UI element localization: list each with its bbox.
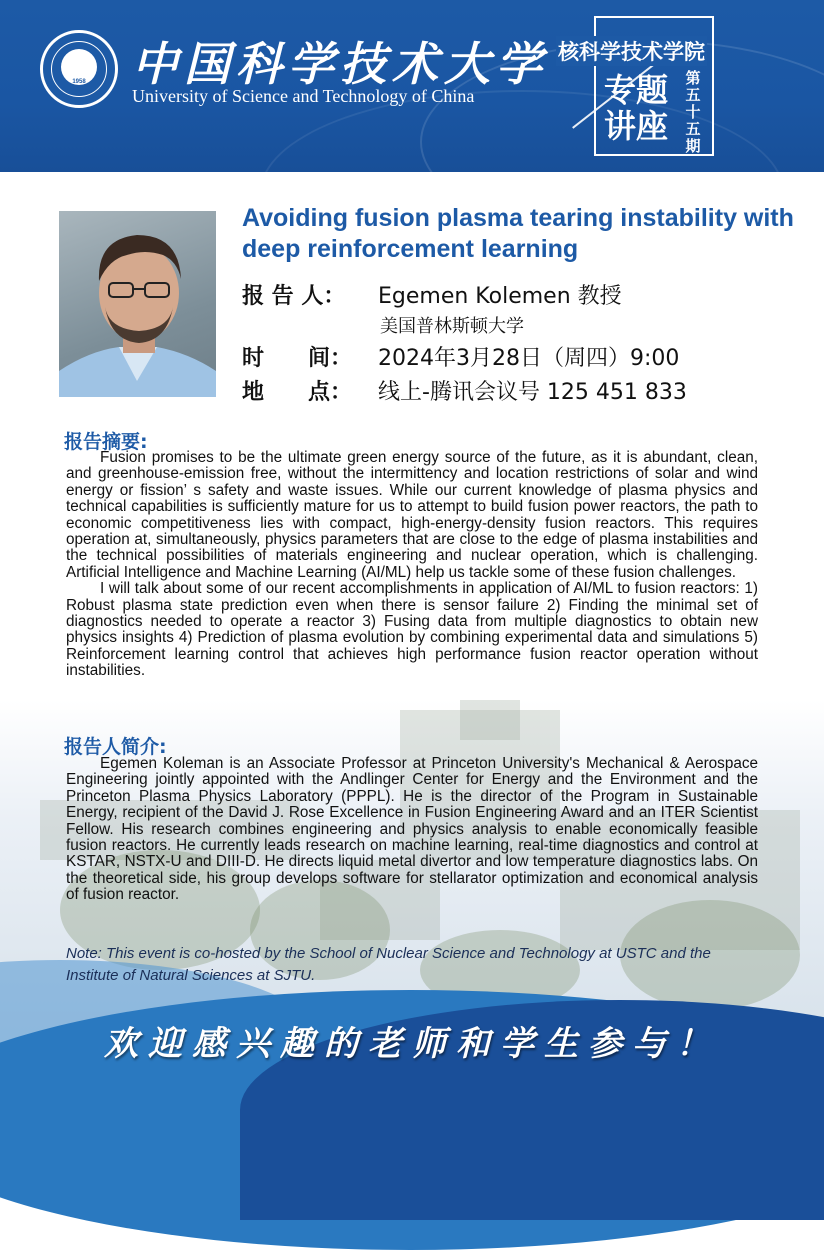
time-row (242, 341, 679, 372)
issue-number: 第五十五期 (685, 69, 701, 155)
bio-heading: 报告人简介: (64, 736, 167, 758)
time-value: 2024年3月28日（周四）9:00 (378, 346, 680, 371)
speaker-affiliation: 美国普林斯顿大学 (380, 316, 524, 337)
abstract-heading: 报告摘要: (64, 431, 148, 453)
place-row (242, 375, 687, 406)
speaker-portrait (59, 211, 216, 397)
place-label: 地 点： (242, 380, 353, 405)
talk-title: Avoiding fusion plasma tearing instability with deep reinforcement learning (242, 204, 794, 263)
header-banner (0, 0, 824, 172)
abstract-paragraph: Fusion promises to be the ultimate green energy source of the future, as it is abundant, clean, and greenhouse-emission free, without the intermittency and location restrictions of solar and wind energy or fission’ s safety and waste issues. While our current knowledge of plasma physics and technical capabilities is sufficiently mature for us to attempt to build fusion power reactors, the path to economic competitiveness lies with compact, high-energy-density fusion reactors. This requires operation at, simultaneously, physics parameters that are close to the edge of plasma instabilities and the technical possibilities of materials engineering and nuclear operation, which is challenging. Artificial Intelligence and Machine Learning (AI/ML) help us tackle some of these fusion challenges. (66, 449, 758, 581)
abstract-paragraph: I will talk about some of our recent accomplishments in application of AI/ML to fusion reactors: 1) Robust plasma state prediction even when there is sensor failure 2) Finding the minimal set of diagnostics needed to operate a reactor 3) Fusing data from multiple diagnostics to obtain new physics insights 4) Prediction of plasma evolution by combining experimental data and simulations 5) Reinforcement learning control that achieves high performance fusion reactor operation without instabilities. (66, 580, 758, 680)
school-name: 核科学技术学院 (556, 36, 707, 66)
abstract-body (66, 450, 758, 680)
speaker-photo (59, 211, 216, 397)
welcome-message: 欢迎感兴趣的老师和学生参与！ (104, 1024, 720, 1064)
logo-year: 1958 (72, 79, 86, 85)
cohost-note: Note: This event is co-hosted by the School of Nuclear Science and Technology at USTC and the Institute of Natural Sciences at SJTU. (66, 945, 711, 984)
university-logo (40, 30, 118, 108)
bio-body (66, 756, 758, 904)
university-name-en: University of Science and Technology of China (132, 86, 475, 106)
speaker-label: 报 告 人： (242, 284, 346, 309)
building (460, 700, 520, 740)
bio-paragraph: Egemen Koleman is an Associate Professor at Princeton University's Mechanical & Aerospace Engineering jointly appointed with the Andlinger Center for Energy and the Environment and the Princeton Plasma Physics Laboratory (PPPL). He is the director of the Program in Sustainable Energy, recipient of the David J. Rose Excellence in Fusion Engineering Award and an ITER Scientist Fellow. His research combines engineering and physics analysis to enable economically feasible fusion reactors. He currently leads research on machine learning, real-time diagnostics and control at KSTAR, NSTX-U and DIII-D. He directs liquid metal divertor and low temperature diagnostics labs. On the theoretical side, his group develops software for stellarator optimization and economical analysis of fusion reactor. (66, 755, 758, 904)
place-value: 线上-腾讯会议号 125 451 833 (378, 380, 687, 405)
lecture-label: 专题讲座 (604, 71, 669, 145)
time-label: 时 间： (242, 346, 353, 371)
speaker-row (242, 279, 622, 310)
speaker-name: Egemen Kolemen 教授 (378, 284, 622, 309)
university-name-cn: 中国科学技术大学 (132, 37, 548, 91)
